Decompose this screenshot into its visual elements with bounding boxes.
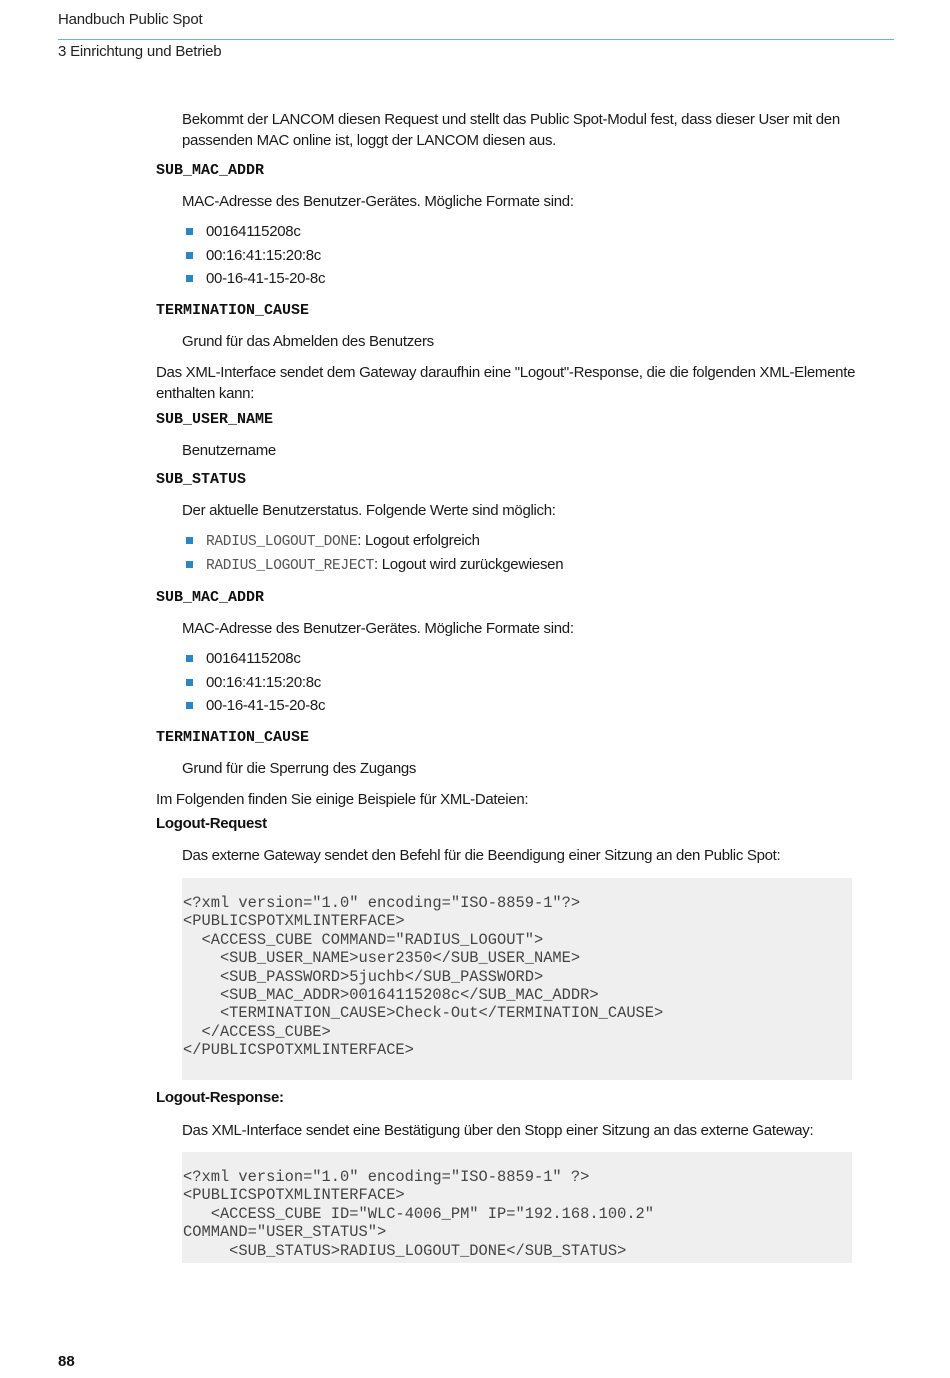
logout-request-code-block	[182, 878, 852, 1080]
sub-status-description: Der aktuelle Benutzerstatus. Folgende Werte sind möglich:	[182, 502, 556, 519]
bullet-square-icon	[186, 228, 193, 235]
logout-response-code-block	[182, 1152, 852, 1263]
bullet-square-icon	[186, 679, 193, 686]
list-item: 00-16-41-15-20-8c	[186, 696, 325, 720]
term-sub-mac-addr: SUB_MAC_ADDR	[156, 162, 265, 179]
header-rule	[58, 39, 894, 40]
mac-format-list	[186, 222, 325, 293]
list-item: RADIUS_LOGOUT_DONE: Logout erfolgreich	[186, 531, 563, 555]
term-termination-cause: TERMINATION_CAUSE	[156, 729, 310, 746]
term-sub-mac-addr: SUB_MAC_ADDR	[156, 589, 265, 606]
list-item: 00164115208c	[186, 649, 325, 673]
termination-cause-description: Grund für das Abmelden des Benutzers	[182, 333, 434, 350]
term-sub-user-name: SUB_USER_NAME	[156, 411, 274, 428]
bullet-square-icon	[186, 252, 193, 259]
code-text: <?xml version="1.0" encoding="ISO-8859-1" ?> <PUBLICSPOTXMLINTERFACE> <ACCESS_CUBE ID="WLC-4006_PM" IP="192.168.100.2" COMMAND="USER_STATUS"> <SUB_STATUS>RADIUS_LOGOUT_DONE</SUB_STATUS>	[183, 1168, 655, 1260]
list-item: 00164115208c	[186, 222, 325, 246]
bullet-square-icon	[186, 702, 193, 709]
examples-intro: Im Folgenden finden Sie einige Beispiele für XML-Dateien:	[156, 791, 529, 808]
list-item: 00:16:41:15:20:8c	[186, 246, 325, 270]
term-sub-status: SUB_STATUS	[156, 471, 247, 488]
response-intro-paragraph: Das XML-Interface sendet dem Gateway daraufhin eine "Logout"-Response, die die folgenden XML-Elemente enthalten kann:	[156, 364, 856, 402]
bullet-square-icon	[186, 655, 193, 662]
status-value-list	[186, 531, 563, 578]
sub-mac-addr-description: MAC-Adresse des Benutzer-Gerätes. Mögliche Formate sind:	[182, 620, 574, 637]
intro-paragraph: Bekommt der LANCOM diesen Request und stellt das Public Spot-Modul fest, dass dieser User mit den passenden MAC online ist, loggt der LANCOM diesen aus.	[182, 111, 840, 149]
header-chapter: 3 Einrichtung und Betrieb	[58, 43, 222, 60]
logout-response-description: Das XML-Interface sendet eine Bestätigung über den Stopp einer Sitzung an das externe Gateway:	[182, 1122, 814, 1139]
sub-user-name-description: Benutzername	[182, 442, 276, 459]
bullet-square-icon	[186, 275, 193, 282]
logout-response-heading: Logout-Response:	[156, 1089, 284, 1106]
logout-request-description: Das externe Gateway sendet den Befehl für die Beendigung einer Sitzung an den Public Spot:	[182, 847, 781, 864]
page-number: 88	[58, 1353, 75, 1370]
list-item: 00:16:41:15:20:8c	[186, 673, 325, 697]
mac-format-list	[186, 649, 325, 720]
code-text: <?xml version="1.0" encoding="ISO-8859-1"?> <PUBLICSPOTXMLINTERFACE> <ACCESS_CUBE COMMAND="RADIUS_LOGOUT"> <SUB_USER_NAME>user2350</SUB_USER_NAME> <SUB_PASSWORD>5juchb</SUB_PASSWORD> <SUB_MAC_ADDR>00164115208c</SUB_MAC_ADDR> <TERMINATION_CAUSE>Check-Out</TERMINATION_CAUSE> </ACCESS_CUBE> </PUBLICSPOTXMLINTERFACE>	[183, 894, 664, 1060]
logout-request-heading: Logout-Request	[156, 815, 267, 832]
termination-cause-description: Grund für die Sperrung des Zugangs	[182, 760, 417, 777]
bullet-square-icon	[186, 537, 193, 544]
bullet-square-icon	[186, 561, 193, 568]
list-item: RADIUS_LOGOUT_REJECT: Logout wird zurückgewiesen	[186, 555, 563, 579]
sub-mac-addr-description: MAC-Adresse des Benutzer-Gerätes. Mögliche Formate sind:	[182, 193, 574, 210]
list-item: 00-16-41-15-20-8c	[186, 269, 325, 293]
term-termination-cause: TERMINATION_CAUSE	[156, 302, 310, 319]
header-title: Handbuch Public Spot	[58, 11, 203, 28]
